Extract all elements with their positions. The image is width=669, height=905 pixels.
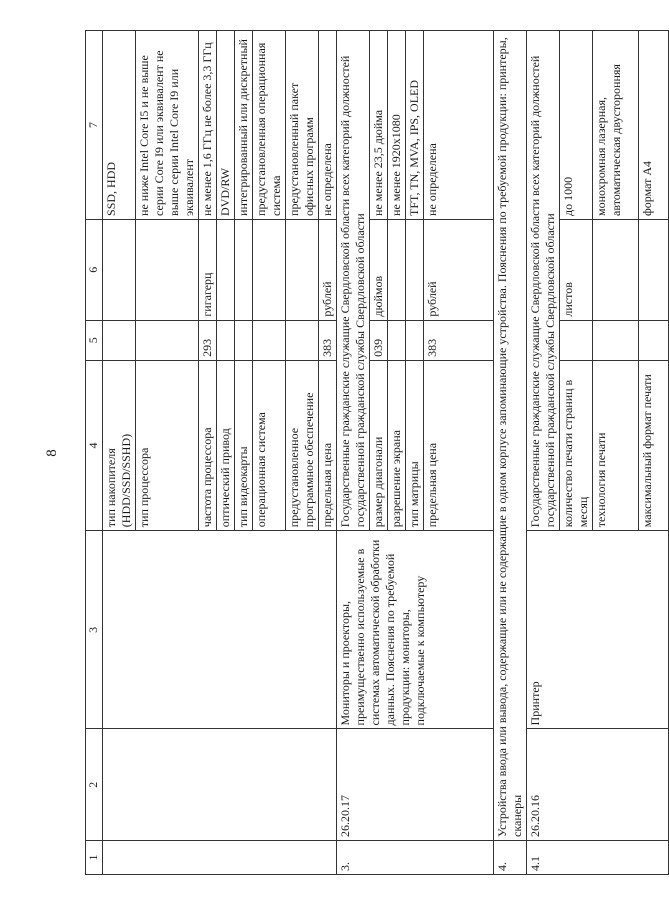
value-cell: не менее 1,6 ГГц не более 3,3 ГГц (199, 31, 217, 220)
value-cell: не определена (424, 31, 494, 220)
specification-table (85, 30, 669, 875)
okei-cell (136, 320, 199, 360)
code-cell: 26.20.17 (337, 729, 494, 841)
table-row (103, 31, 136, 875)
header-cell: 6 (86, 219, 103, 320)
num-cell: 4.1 (527, 840, 669, 874)
section-heading-cell: Устройства ввода или вывода, содержащие или не содержащие в одном корпусе запоминающие устройства. Пояснения по требуемой продукции: принтеры, сканеры (494, 31, 527, 841)
char-cell: тип процессора (136, 360, 199, 530)
char-cell: оптический привод (217, 360, 235, 530)
unit-cell (286, 219, 319, 320)
header-cell: 1 (86, 840, 103, 874)
okei-cell (103, 320, 136, 360)
unit-cell: дюймов (370, 219, 388, 320)
char-cell: предустановленное программное обеспечение (286, 360, 319, 530)
unit-cell (136, 219, 199, 320)
value-cell: не менее 23,5 дюйма (370, 31, 388, 220)
unit-cell: рублей (424, 219, 494, 320)
unit-cell: гигагерц (199, 219, 217, 320)
header-cell: 2 (86, 729, 103, 841)
unit-cell (406, 219, 424, 320)
unit-cell (103, 219, 136, 320)
char-cell: максимальный формат печати (639, 360, 669, 530)
value-cell: формат А4 (639, 31, 669, 220)
header-cell: 7 (86, 31, 103, 220)
header-cell: 5 (86, 320, 103, 360)
table-row (337, 31, 370, 875)
char-cell: операционная система (253, 360, 286, 530)
unit-cell: листов (560, 219, 593, 320)
value-cell: не ниже Intel Core I5 и не выше серии Core I9 или эквивалент не выше серии Intel Core I9 или эквивалент (136, 31, 199, 220)
value-cell: не определена (319, 31, 337, 220)
header-cell: 4 (86, 360, 103, 530)
okei-cell (235, 320, 253, 360)
okei-cell: 293 (199, 320, 217, 360)
num-cell (103, 840, 337, 874)
unit-cell (639, 219, 669, 320)
value-cell: DVD/RW (217, 31, 235, 220)
table-row (494, 31, 527, 875)
okei-cell (388, 320, 406, 360)
char-cell: тип накопителя (HDD/SSD/SSHD) (103, 360, 136, 530)
value-cell: интегрированный или дискретный (235, 31, 253, 220)
okei-cell (593, 320, 639, 360)
num-cell: 4. (494, 840, 527, 874)
okei-cell (639, 320, 669, 360)
okei-cell (217, 320, 235, 360)
value-cell: до 1000 (560, 31, 593, 220)
unit-cell (217, 219, 235, 320)
value-cell: TFT, TN, MVA, IPS, OLED (406, 31, 424, 220)
category-cell: Государственные гражданские служащие Свердловской области всех категорий должностей государственной гражданской службы Свердловской области (337, 31, 370, 531)
okei-cell: 039 (370, 320, 388, 360)
header-row (86, 31, 103, 875)
char-cell: технология печати (593, 360, 639, 530)
okei-cell: 383 (319, 320, 337, 360)
rotated-page (85, 30, 654, 875)
value-cell: предустановленная операционная система (253, 31, 286, 220)
unit-cell: рублей (319, 219, 337, 320)
code-cell: 26.20.16 (527, 729, 669, 841)
unit-cell (235, 219, 253, 320)
unit-cell (253, 219, 286, 320)
unit-cell (593, 219, 639, 320)
name-cell (103, 531, 337, 729)
okei-cell (560, 320, 593, 360)
code-cell (103, 729, 337, 841)
name-cell: Принтер (527, 531, 669, 729)
num-cell: 3. (337, 840, 494, 874)
okei-cell (406, 320, 424, 360)
value-cell: монохромная лазерная, автоматическая двусторонняя (593, 31, 639, 220)
category-cell: Государственные гражданские служащие Свердловской области всех категорий должностей государственной гражданской службы Свердловской области (527, 31, 560, 531)
okei-cell: 383 (424, 320, 494, 360)
okei-cell (286, 320, 319, 360)
value-cell: не менее 1920x1080 (388, 31, 406, 220)
char-cell: предельная цена (424, 360, 494, 530)
value-cell: SSD, HDD (103, 31, 136, 220)
unit-cell (388, 219, 406, 320)
char-cell: количество печати страниц в месяц (560, 360, 593, 530)
char-cell: разрешение экрана (388, 360, 406, 530)
name-cell: Мониторы и проекторы, преимущественно используемые в системах автоматической обработки данных. Пояснения по требуемой продукции: мониторы, подключаемые к компьютеру (337, 531, 494, 729)
okei-cell (253, 320, 286, 360)
char-cell: тип матрицы (406, 360, 424, 530)
char-cell: предельная цена (319, 360, 337, 530)
page-number: 8 (44, 449, 60, 457)
header-cell: 3 (86, 531, 103, 729)
char-cell: размер диагонали (370, 360, 388, 530)
value-cell: предустановленный пакет офисных программ (286, 31, 319, 220)
char-cell: частота процессора (199, 360, 217, 530)
char-cell: тип видеокарты (235, 360, 253, 530)
table-row (527, 31, 560, 875)
